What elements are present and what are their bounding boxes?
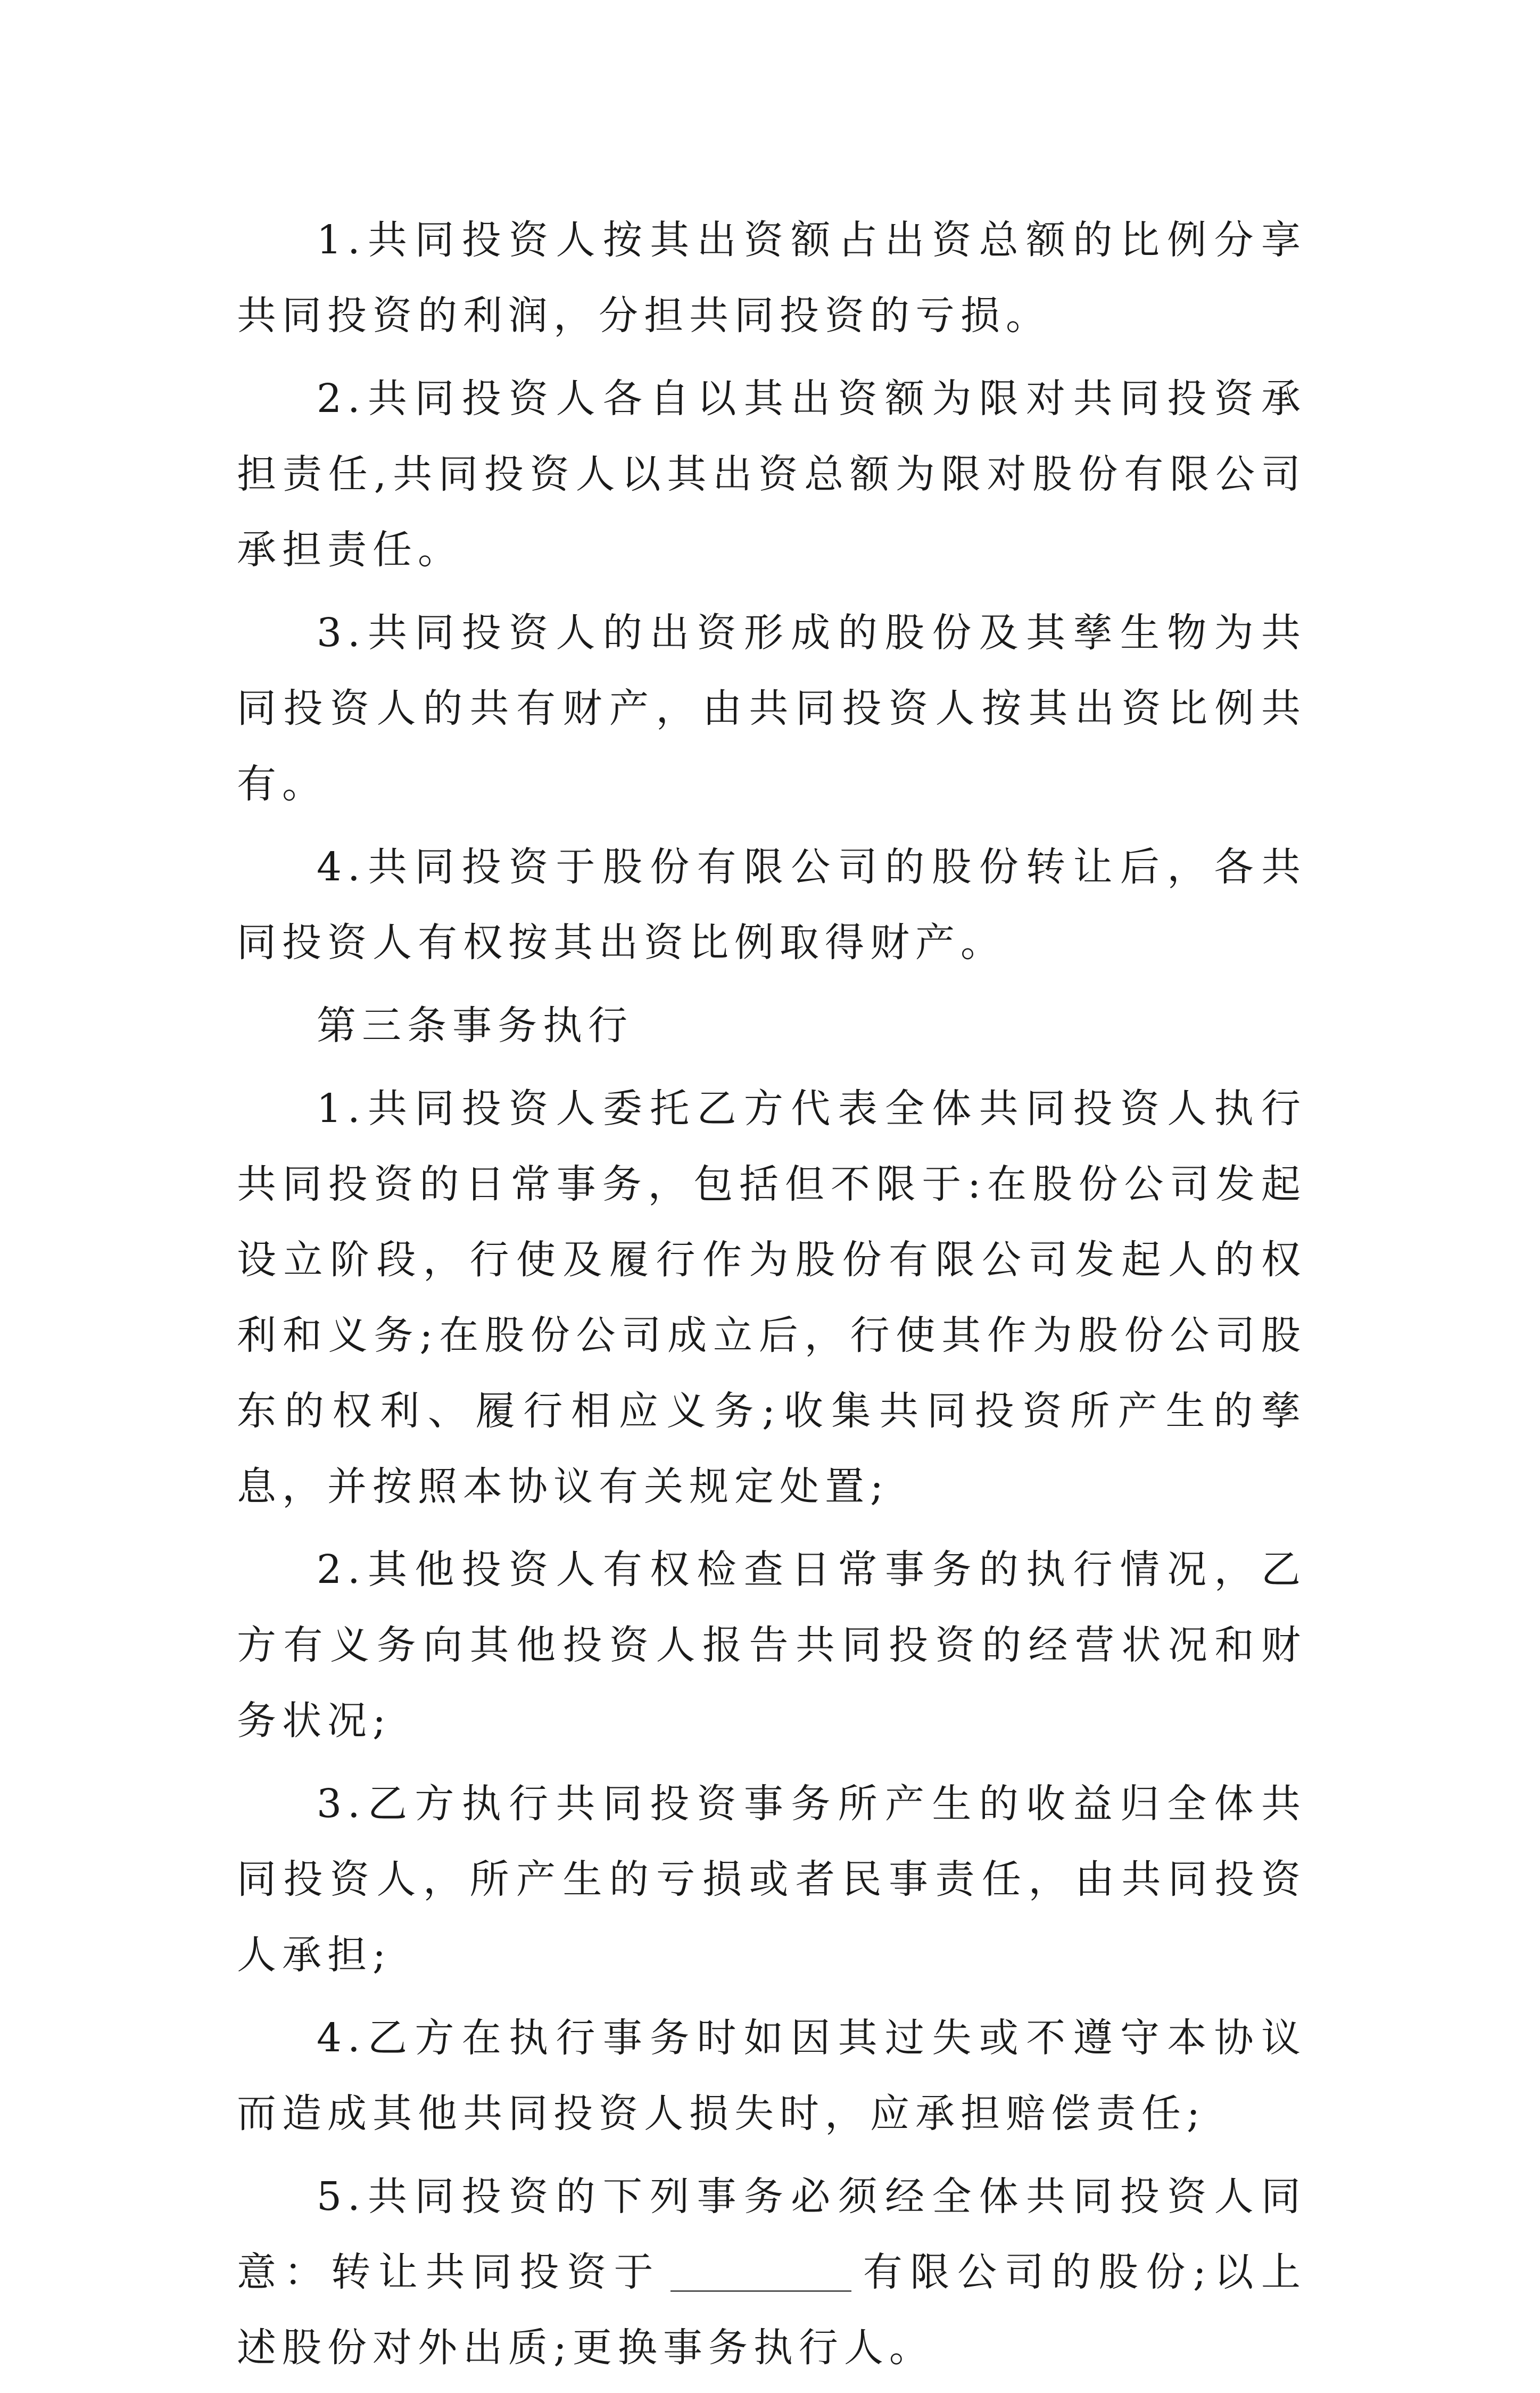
section2-item-3: 3.共同投资人的出资形成的股份及其孳生物为共同投资人的共有财产，由共同投资人按其出资比例共有。	[237, 610, 1306, 807]
section2-item-1: 1.共同投资人按其出资额占出资总额的比例分享共同投资的利润，分担共同投资的亏损。	[237, 217, 1306, 339]
section3-heading: 第三条事务执行	[317, 1003, 633, 1049]
section3-item-5	[237, 2159, 1306, 2386]
section3-item-4: 4.乙方在执行事务时如因其过失或不遵守本协议而造成其他共同投资人损失时，应承担赔偿责任;	[237, 2015, 1306, 2136]
section2-item-2: 2.共同投资人各自以其出资额为限对共同投资承担责任,共同投资人以其出资总额为限对股份有限公司承担责任。	[237, 376, 1306, 573]
item5-text-before-blank: 5.共同投资的下列事务必须经全体共同投资人同意：转让共同投资于	[237, 2174, 1306, 2295]
fill-in-blank-company-name	[670, 2248, 851, 2292]
section3-item-3: 3.乙方执行共同投资事务所产生的收益归全体共同投资人，所产生的亏损或者民事责任，由共同投资人承担;	[237, 1781, 1306, 1978]
item5-text-after-blank: 有限公司的股份;以上述股份对外出质;更换事务执行人。	[237, 2249, 1307, 2371]
section2-item-4: 4.共同投资于股份有限公司的股份转让后，各共同投资人有权按其出资比例取得财产。	[237, 844, 1306, 966]
section3-item-2: 2.其他投资人有权检查日常事务的执行情况，乙方有义务向其他投资人报告共同投资的经营状况和财务状况;	[237, 1547, 1306, 1744]
document-body	[237, 202, 1306, 2393]
section3-item-1: 1.共同投资人委托乙方代表全体共同投资人执行共同投资的日常事务，包括但不限于:在股份公司发起设立阶段，行使及履行作为股份有限公司发起人的权利和义务;在股份公司成立后，行使其作为股份公司股东的权利、履行相应义务;收集共同投资所产生的孳息，并按照本协议有关规定处置;	[237, 1086, 1306, 1509]
